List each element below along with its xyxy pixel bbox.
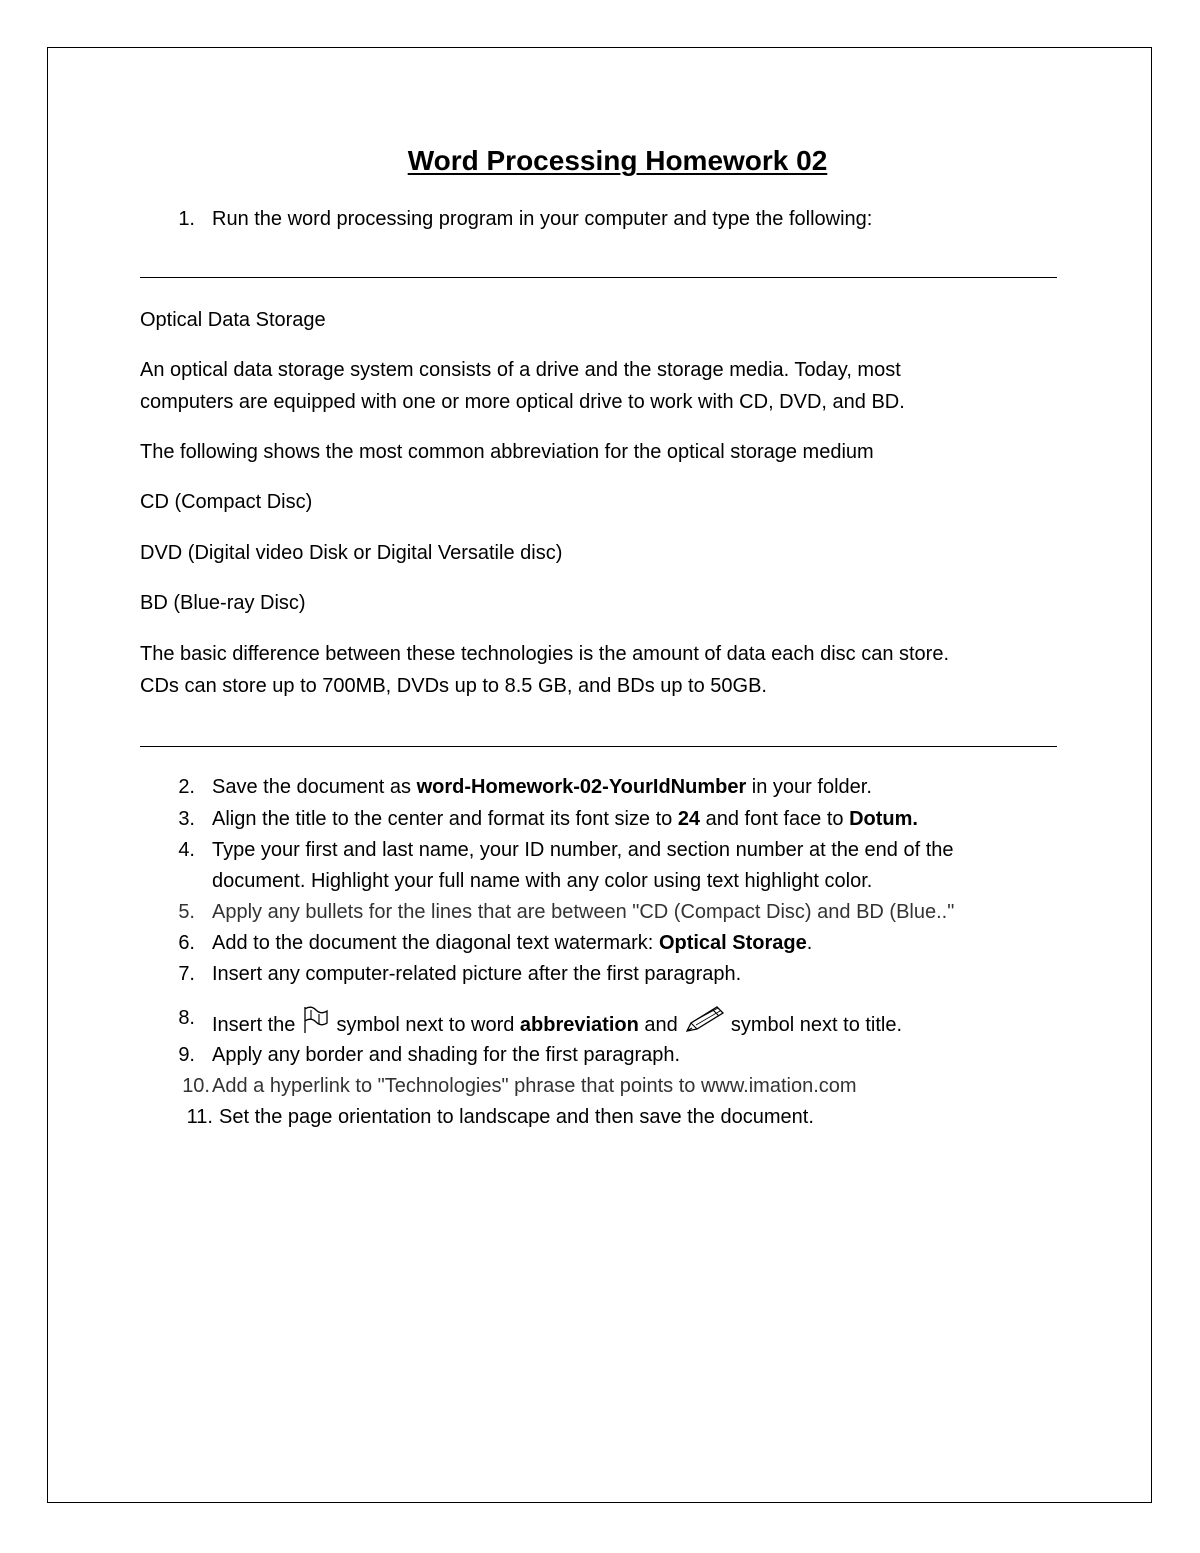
step-1-text: Run the word processing program in your computer and type the following: [212,208,873,230]
step-2-text: Save the document as word-Homework-02-YourIdNumber in your folder. [212,776,872,798]
document-title: Word Processing Homework 02 [407,145,828,176]
sample-item-bd: BD (Blue-ray Disc) [140,592,306,614]
step-8-number: 8. [178,1007,195,1029]
sample-heading: Optical Data Storage [140,309,326,331]
sample-item-dvd: DVD (Digital video Disk or Digital Versatile disc) [140,542,563,564]
bottom-divider [140,746,1057,747]
sample-item-cd: CD (Compact Disc) [140,491,313,513]
step-1-number: 1. [178,208,195,230]
top-divider [140,277,1057,278]
sample-para1-line1: An optical data storage system consists of a drive and the storage media. Today, most [140,359,901,381]
sample-para1-line2: computers are equipped with one or more optical drive to work with CD, DVD, and BD. [140,391,905,413]
step-10-number: 10. [182,1075,210,1097]
step-7-text: Insert any computer-related picture after the first paragraph. [212,963,742,985]
step-6-text: Add to the document the diagonal text watermark: Optical Storage. [212,932,813,954]
sample-para3-line2: CDs can store up to 700MB, DVDs up to 8.5 GB, and BDs up to 50GB. [140,675,767,697]
sample-para3-line1: The basic difference between these technologies is the amount of data each disc can store. [140,643,950,665]
step-5-number: 5. [178,901,195,923]
sample-para2: The following shows the most common abbreviation for the optical storage medium [140,441,874,463]
flag-icon [301,1005,331,1042]
step-3-number: 3. [178,808,195,830]
step-6-number: 6. [178,932,195,954]
step-3-text: Align the title to the center and format its font size to 24 and font face to Dotum. [212,808,918,830]
step-7-number: 7. [178,963,195,985]
step-8-text: Insert the symbol next to word abbreviation and symbol next to title. [212,1005,902,1042]
step-11-number: 11. [186,1106,213,1128]
step-5-text: Apply any bullets for the lines that are between "CD (Compact Disc) and BD (Blue.." [212,901,955,923]
step-4-line1: Type your first and last name, your ID number, and section number at the end of the [212,839,954,861]
step-9-number: 9. [178,1044,195,1066]
step-4-line2: document. Highlight your full name with any color using text highlight color. [212,870,873,892]
step-11-text: Set the page orientation to landscape and then save the document. [219,1106,814,1128]
step-2-number: 2. [178,776,195,798]
step-9-text: Apply any border and shading for the first paragraph. [212,1044,681,1066]
step-4-number: 4. [178,839,195,861]
pencil-icon [683,1005,725,1042]
step-10-text: Add a hyperlink to "Technologies" phrase that points to www.imation.com [212,1075,857,1097]
